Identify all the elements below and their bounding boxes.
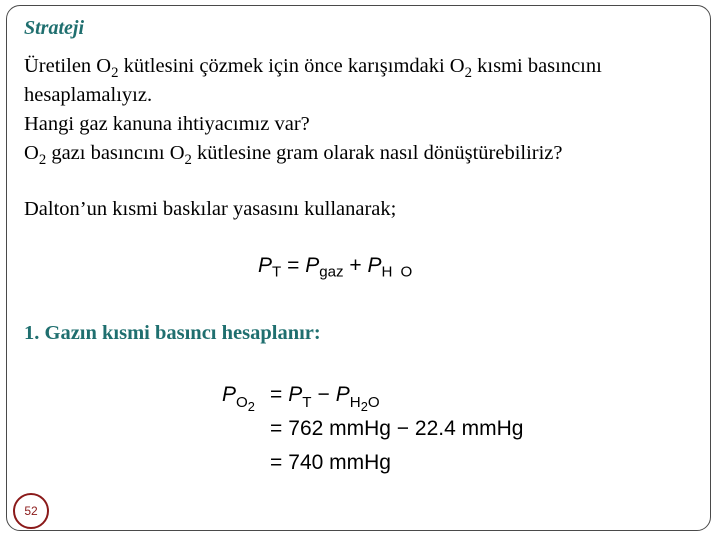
calc-row-2: = 762 mmHg − 22.4 mmHg (270, 417, 524, 440)
intro-line-1: Üretilen $O_2$ kütlesini çözmek için önce karışımdaki $O_2$ kısmi basıncını (24, 55, 602, 82)
intro-line-2: hesaplamalıyız. (24, 84, 153, 106)
page-number-badge: 52 (13, 493, 49, 529)
slide-title: Strateji (24, 17, 85, 39)
partial-pressure-calculation (222, 378, 523, 480)
intro-text (24, 52, 704, 168)
step-heading: 1. Gazın kısmi basıncı hesaplanır: (24, 322, 321, 344)
calc-row-1: $P_{O_2}= P_T - P_{H_2O}$ (222, 383, 380, 414)
calc-row-3: = 740 mmHg (270, 451, 391, 474)
dalton-equation: $P_T = P_{gaz} + P_H$ $_O$ (258, 254, 413, 281)
dalton-law-text: Dalton’un kısmi baskılar yasasını kullanarak; (24, 198, 397, 220)
intro-line-4: $O_2$ gazı basıncını $O_2$ kütlesine gram olarak nasıl dönüştürebiliriz? (24, 142, 563, 169)
intro-line-3: Hangi gaz kanuna ihtiyacımız var? (24, 113, 310, 135)
